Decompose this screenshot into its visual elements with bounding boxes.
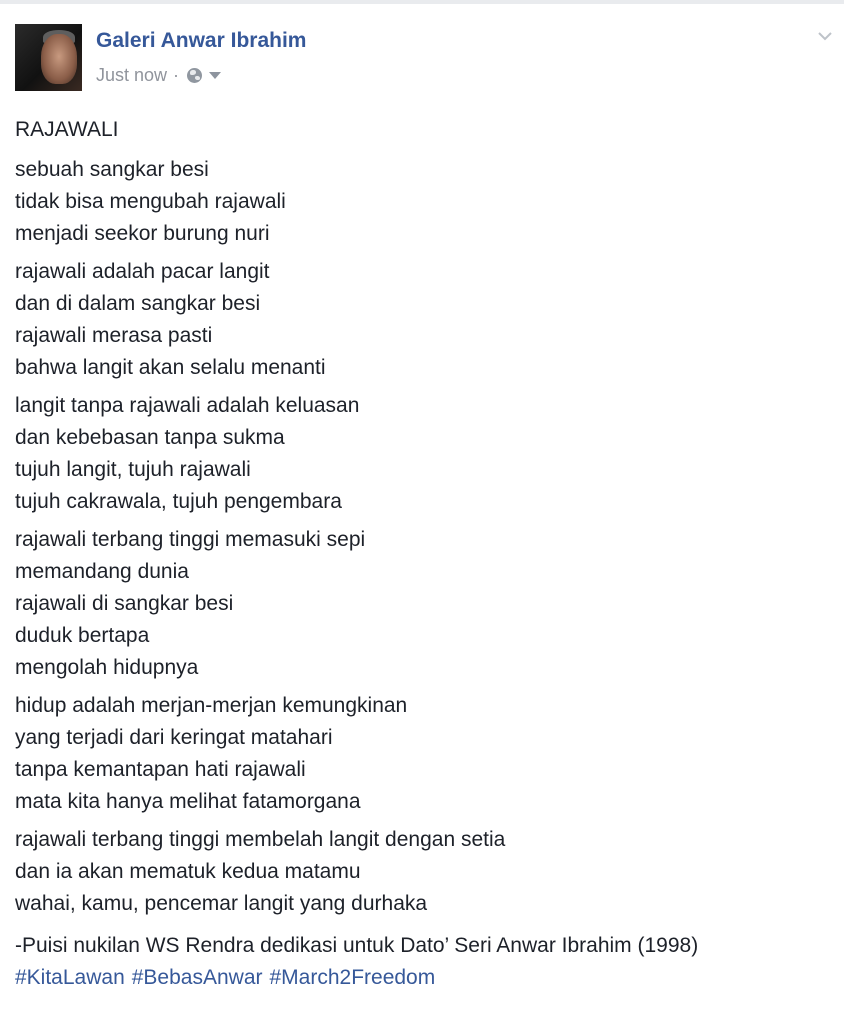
poem-title: RAJAWALI [15, 118, 119, 141]
poem-line: tujuh langit, tujuh rajawali [15, 458, 251, 481]
poem-stanza [15, 524, 830, 684]
caret-down-icon[interactable] [209, 72, 221, 79]
poem-stanza [15, 824, 830, 920]
poem-stanzas [15, 154, 830, 920]
poem-line: rajawali adalah pacar langit [15, 260, 270, 283]
poem-line: rajawali terbang tinggi memasuki sepi [15, 528, 366, 551]
poem-line: dan ia akan mematuk kedua matamu [15, 860, 361, 883]
poem-line: wahai, kamu, pencemar langit yang durhaka [15, 892, 428, 915]
poem-line: hidup adalah merjan-merjan kemungkinan [15, 694, 408, 717]
poem-stanza [15, 256, 830, 384]
meta-separator: · [173, 64, 180, 85]
poem-stanza [15, 690, 830, 818]
poem-line: mengolah hidupnya [15, 656, 199, 679]
feed-post [0, 4, 844, 1024]
post-timestamp[interactable]: Just now [96, 64, 168, 85]
post-body [15, 114, 830, 994]
poem-line: tanpa kemantapan hati rajawali [15, 758, 306, 781]
hashtag-link[interactable]: #March2Freedom [269, 966, 436, 989]
poem-stanza [15, 154, 830, 250]
avatar-face [41, 34, 77, 84]
poem-line: rajawali terbang tinggi membelah langit dengan setia [15, 828, 506, 851]
poem-stanza [15, 390, 830, 518]
post-meta [96, 64, 221, 86]
hashtag-link[interactable]: #BebasAnwar [131, 966, 263, 989]
poem-line: tujuh cakrawala, tujuh pengembara [15, 490, 342, 513]
globe-icon[interactable] [187, 68, 202, 83]
poem-line: dan kebebasan tanpa sukma [15, 426, 285, 449]
poem-line: duduk bertapa [15, 624, 150, 647]
poem-credit: -Puisi nukilan WS Rendra dedikasi untuk Dato’ Seri Anwar Ibrahim (1998) [15, 934, 699, 957]
poem-line: rajawali merasa pasti [15, 324, 213, 347]
hashtag-list [15, 962, 830, 994]
poem-line: menjadi seekor burung nuri [15, 222, 270, 245]
poem-line: yang terjadi dari keringat matahari [15, 726, 333, 749]
poem-line: tidak bisa mengubah rajawali [15, 190, 286, 213]
poem-line: sebuah sangkar besi [15, 158, 209, 181]
post-author-link[interactable]: Galeri Anwar Ibrahim [96, 29, 307, 52]
poem-line: dan di dalam sangkar besi [15, 292, 261, 315]
poem-line: memandang dunia [15, 560, 189, 583]
poem-line: rajawali di sangkar besi [15, 592, 234, 615]
poem-line: mata kita hanya melihat fatamorgana [15, 790, 361, 813]
hashtag-link[interactable]: #KitaLawan [15, 966, 125, 989]
page-avatar[interactable] [15, 24, 82, 91]
poem-line: bahwa langit akan selalu menanti [15, 356, 326, 379]
poem-line: langit tanpa rajawali adalah keluasan [15, 394, 360, 417]
chevron-down-icon[interactable] [817, 28, 833, 44]
